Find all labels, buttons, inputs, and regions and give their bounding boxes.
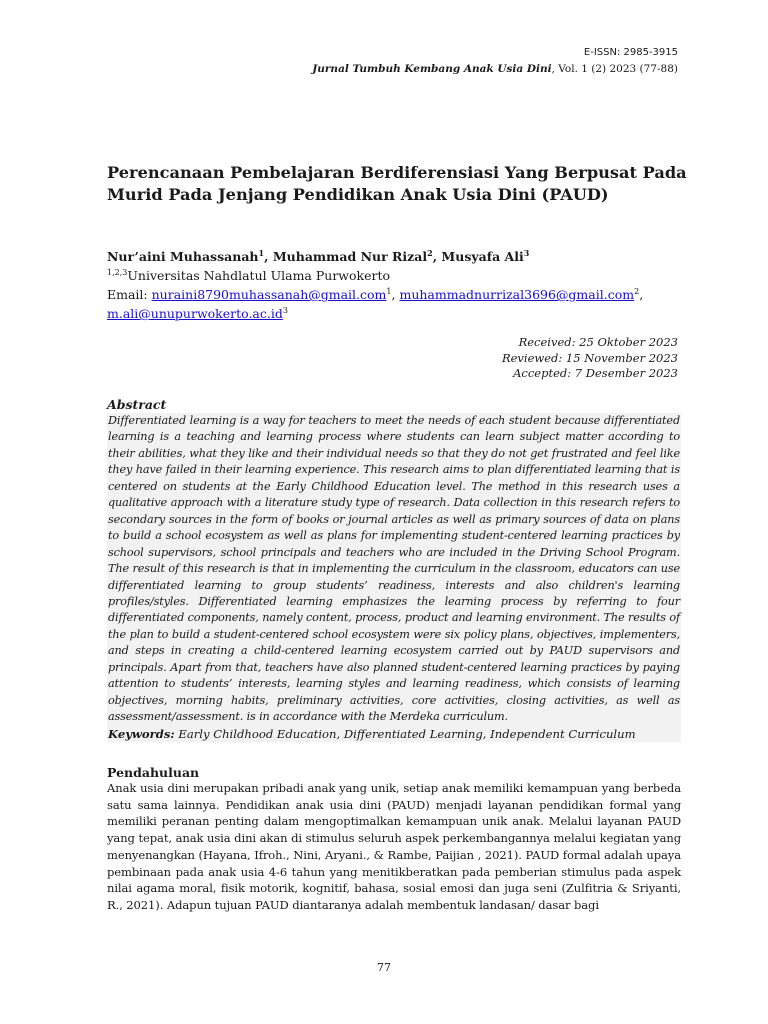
abstract-text: Differentiated learning is a way for teachers to meet the needs of each student because differentiated learning is a teaching and learning process where students can learn subject matter according to their abilities, what they like and their individual needs so that they do not get frustrated and feel like they have failed in their learning experience. This research aims to plan differentiated learning that is centered on students at the Early Childhood Education level. The method in this research uses a qualitative approach with a literature study type of research. Data collection in this research refers to secondary sources in the form of books or journal articles as well as primary sources of data on plans to build a school ecosystem as well as plans for implementing student-centered learning practices by school supervisors, school principals and teachers who are included in the Driving School Program. The result of this research is that in implementing the curriculum in the classroom, educators can use differentiated learning to group students’ readiness, interests and also children's learning profiles/styles. Differentiated learning emphasizes the learning process by referring to four differentiated components, namely content, process, product and learning environment. The results of the plan to build a student-centered school ecosystem were six policy plans, objectives, implementers, and steps in creating a child-centered learning ecosystem carried out by PAUD supervisors and principals. Apart from that, teachers have also planned student-centered learning practices by paying attention to students’ interests, learning styles and learning readiness, which consists of learning objectives, morning habits, preliminary activities, core activities, closing activities, as well as assessment/assessment. is in accordance with the Merdeka curriculum.: [108, 414, 680, 724]
reviewed-date: Reviewed: 15 November 2023: [501, 350, 678, 365]
author-separator: ,: [432, 249, 442, 264]
email-link-2[interactable]: muhammadnurrizal3696@gmail.com: [399, 287, 635, 302]
author-3: Musyafa Ali: [441, 249, 524, 264]
section-heading-introduction: Pendahuluan: [107, 765, 200, 780]
article-dates: [502, 335, 678, 382]
journal-name: Jurnal Tumbuh Kembang Anak Usia Dini: [312, 63, 552, 75]
author-2: Muhammad Nur Rizal: [272, 249, 428, 264]
email-3-sup: 3: [282, 305, 288, 315]
author-block: [107, 247, 687, 323]
journal-header: [312, 45, 678, 77]
paper-title: Perencanaan Pembelajaran Berdiferensiasi Yang Berpusat Pada Murid Pada Jenjang Pendidikan Anak Usia Dini (PAUD): [107, 163, 687, 204]
affiliation-sup: 1,2,3: [107, 267, 128, 277]
email-separator: ,: [639, 287, 644, 302]
author-names: [107, 247, 687, 266]
email-link-3[interactable]: m.ali@unupurwokerto.ac.id: [107, 306, 283, 321]
journal-citation: [312, 61, 678, 77]
keywords-text: Early Childhood Education, Differentiated Learning, Independent Curriculum: [174, 726, 636, 741]
accepted-date: Accepted: 7 Desember 2023: [513, 366, 678, 380]
issn: E-ISSN: 2985-3915: [583, 47, 678, 58]
keywords-label: Keywords:: [108, 726, 175, 741]
author-1-sup: 1: [258, 247, 265, 258]
email-2-sup: 2: [634, 286, 640, 296]
author-separator: ,: [264, 249, 273, 264]
email-1-sup: 1: [386, 286, 392, 296]
received-date: Received: 25 Oktober 2023: [518, 335, 678, 349]
email-line-2: [107, 304, 687, 323]
affiliation-text: Universitas Nahdlatul Ulama Purwokerto: [127, 268, 391, 283]
email-separator: ,: [391, 287, 400, 302]
author-3-sup: 3: [523, 247, 530, 258]
abstract-heading: Abstract: [107, 397, 167, 412]
email-line: [107, 285, 687, 304]
journal-volume: , Vol. 1 (2) 2023 (77-88): [551, 63, 678, 75]
author-1: Nur’aini Muhassanah: [107, 249, 259, 264]
keywords: [108, 726, 680, 742]
page-number: 77: [377, 961, 391, 974]
affiliation: [107, 266, 687, 285]
abstract-section: [107, 396, 681, 742]
email-link-1[interactable]: nuraini8790muhassanah@gmail.com: [151, 287, 387, 302]
email-label: Email:: [107, 287, 152, 302]
abstract-box: [107, 413, 681, 742]
introduction-text: Anak usia dini merupakan pribadi anak yang unik, setiap anak memiliki kemampuan yang berbeda satu sama lainnya. Pendidikan anak usia dini (PAUD) menjadi layanan pendidikan formal yang memiliki peranan penting dalam mengoptimalkan kemampuan unik anak. Melalui layanan PAUD yang tepat, anak usia dini akan di stimulus seluruh aspek perkembangannya melalui kegiatan yang menyenangkan (Hayana, Ifroh., Nini, Aryani., & Rambe, Paijian , 2021). PAUD formal adalah upaya pembinaan pada anak usia 4-6 tahun yang menitikberatkan pada pemberian stimulus pada aspek nilai agama moral, fisik motorik, kognitif, bahasa, sosial emosi dan juga seni (Zulfitria & Sriyanti, R., 2021). Adapun tujuan PAUD diantaranya adalah membentuk landasan/ dasar bagi: [107, 781, 681, 912]
author-2-sup: 2: [427, 247, 433, 258]
